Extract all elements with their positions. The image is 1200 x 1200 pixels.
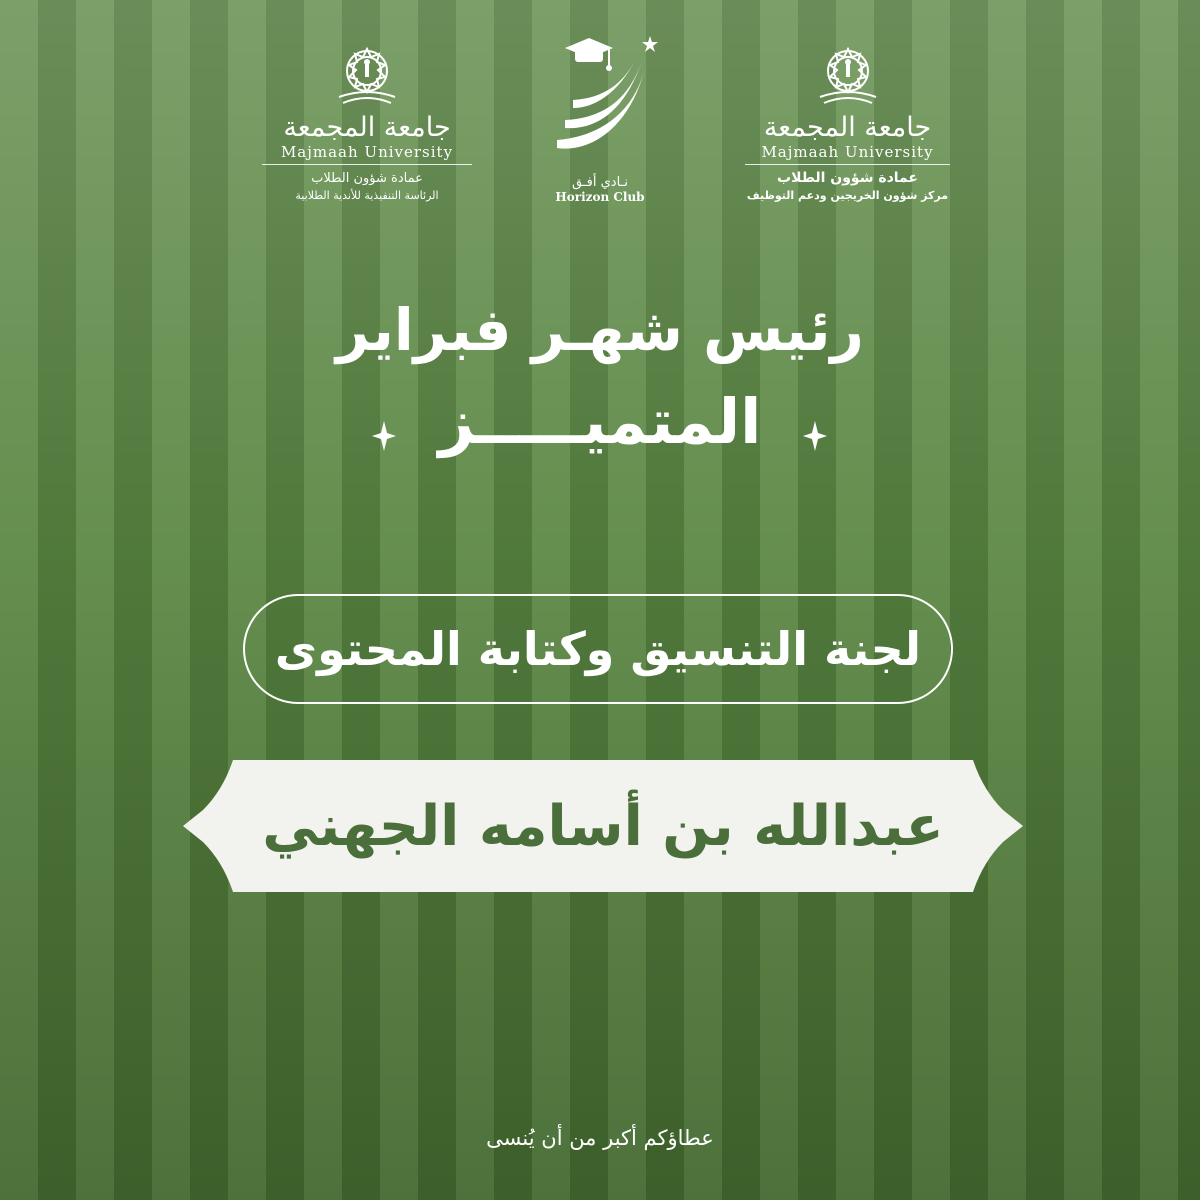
university-name-en: Majmaah University xyxy=(262,143,472,165)
footer-slogan: عطاؤكم أكبر من أن يُنسى xyxy=(486,1126,714,1150)
majmaah-logo-left xyxy=(262,45,472,204)
committee-label xyxy=(243,594,953,704)
majmaah-logo-right xyxy=(745,45,950,204)
headline-line2: المتميـــــز xyxy=(438,385,762,458)
university-name-ar: جامعة المجمعة xyxy=(283,112,451,143)
horizon-club-logo xyxy=(525,28,675,204)
subunit-name: الرئاسة التنفيذية للأندية الطلابية xyxy=(295,189,439,202)
subunit-name: مركز شؤون الخريجين ودعم التوظيف xyxy=(746,189,949,202)
university-name-ar: جامعة المجمعة xyxy=(763,112,932,143)
sparkle-icon xyxy=(372,421,396,451)
club-name-en: Horizon Club xyxy=(555,190,645,204)
university-name-en: Majmaah University xyxy=(745,143,950,165)
graduation-cap-icon xyxy=(535,28,665,173)
deanship-name: عمادة شؤون الطلاب xyxy=(311,171,423,186)
honoree-name: عبدالله بن أسامه الجهني xyxy=(262,793,944,859)
committee-text: لجنة التنسيق وكتابة المحتوى xyxy=(274,622,922,676)
club-name-ar: نـادي أفـق xyxy=(572,175,628,190)
deanship-name: عمادة شؤون الطلاب xyxy=(777,170,918,186)
university-emblem-icon xyxy=(808,45,888,111)
headline-line1: رئيس شهـر فبراير xyxy=(336,296,864,364)
university-emblem-icon xyxy=(327,45,407,111)
honoree-banner xyxy=(183,760,1023,892)
sparkle-icon xyxy=(803,421,827,451)
